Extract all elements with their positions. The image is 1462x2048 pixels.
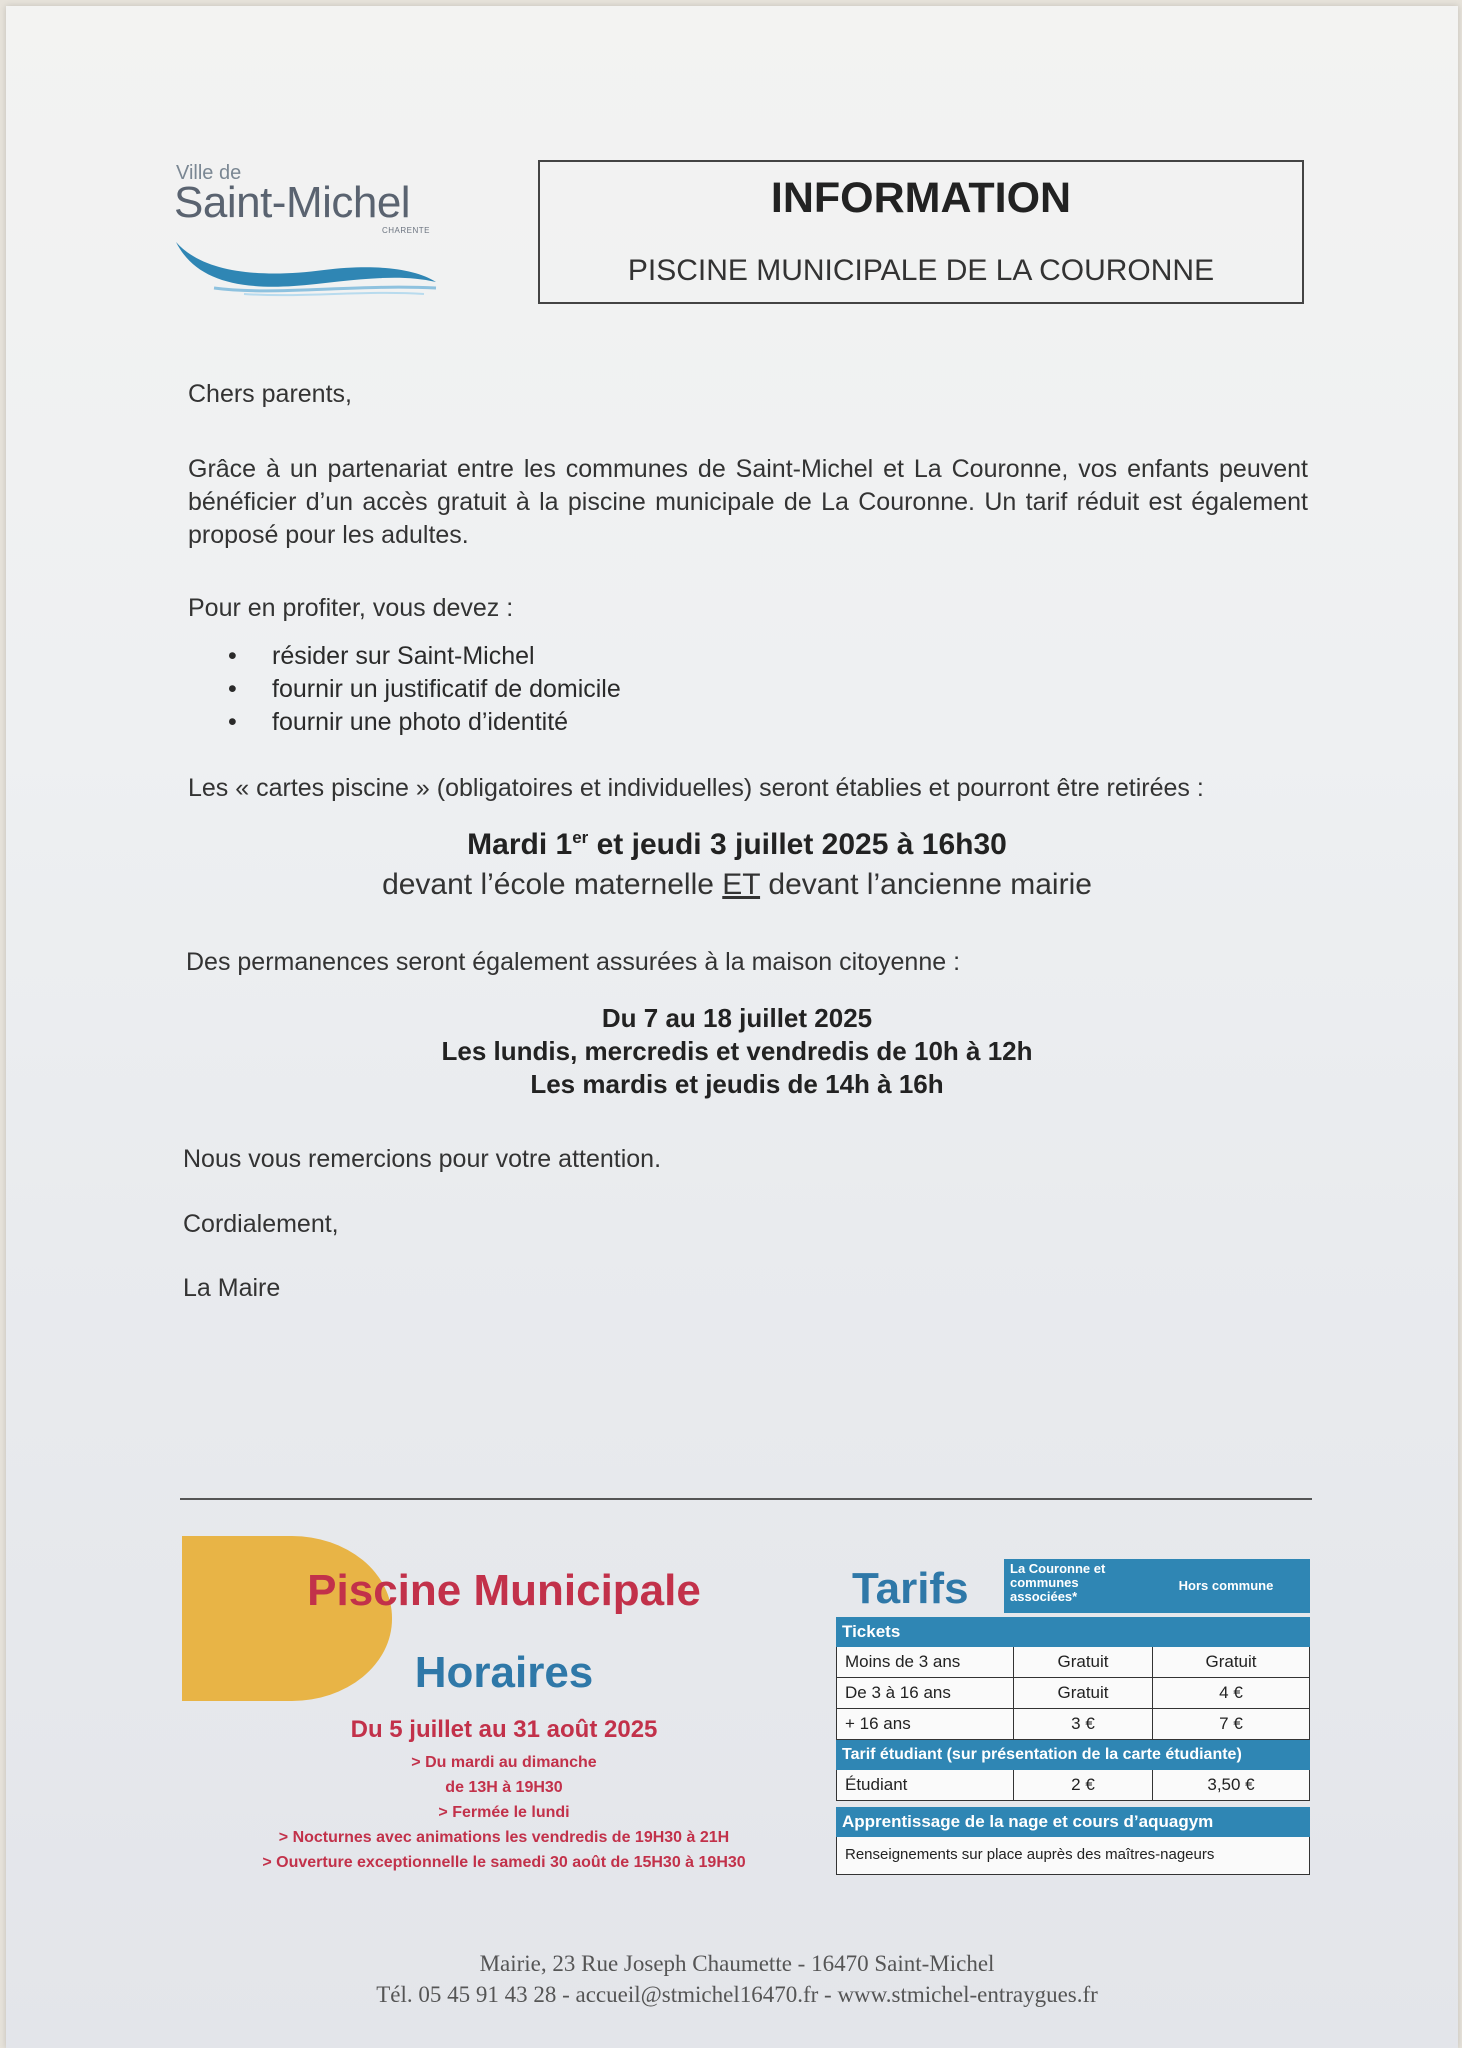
table-cell: 7 €	[1219, 1714, 1243, 1733]
table-cell: 4 €	[1219, 1683, 1243, 1702]
table-cell: Étudiant	[837, 1770, 1014, 1800]
table-cell: Gratuit	[1205, 1652, 1257, 1671]
closing: Cordialement,	[183, 1210, 339, 1238]
tarifs-title: Tarifs	[852, 1564, 969, 1613]
list-item: • fournir une photo d’identité	[228, 706, 621, 739]
column-header: La Couronne et communes associées*	[1004, 1559, 1142, 1613]
requirements-list	[228, 640, 621, 739]
logo-region: CHARENTE	[382, 226, 431, 235]
hours-line: > Ouverture exceptionnelle le samedi 30 août de 15H30 à 19H30	[262, 1854, 746, 1871]
pickup-place-part: devant l’ancienne mairie	[760, 868, 1092, 901]
pickup-dates	[6, 828, 1462, 862]
divider	[180, 1498, 1312, 1500]
pickup-place-part: devant l’école maternelle	[382, 868, 723, 901]
table-cell: Gratuit	[1014, 1678, 1153, 1708]
pool-title: Piscine Municipale	[307, 1566, 701, 1615]
signature: La Maire	[183, 1274, 281, 1302]
table-row	[836, 1770, 1310, 1801]
permanence-dates: Du 7 au 18 juillet 2025	[601, 1003, 873, 1033]
tickets-band: Tickets	[836, 1617, 1310, 1647]
pickup-place	[6, 868, 1462, 902]
table-cell: 3 €	[1014, 1709, 1153, 1739]
column-header: Hors commune	[1142, 1559, 1310, 1613]
hours-line: > Nocturnes avec animations les vendredis de 19H30 à 21H	[278, 1829, 730, 1846]
table-cell: Gratuit	[1014, 1647, 1153, 1677]
logo-name: Saint-Michel	[174, 178, 411, 227]
lessons-band: Apprentissage de la nage et cours d’aquagym	[836, 1807, 1310, 1837]
cards-paragraph: Les « cartes piscine » (obligatoires et individuelles) seront établies et pourront être retirées :	[188, 774, 1204, 802]
pickup-date-part: et jeudi 3 juillet 2025 à 16h30	[588, 828, 1007, 861]
document-page	[6, 6, 1458, 2048]
season-dates: Du 5 juillet au 31 août 2025	[350, 1716, 658, 1743]
logo-wave-icon	[174, 238, 444, 298]
pickup-date-part: Mardi 1	[467, 828, 573, 861]
greeting: Chers parents,	[188, 380, 352, 408]
intro-paragraph: Grâce à un partenariat entre les communes de Saint-Michel et La Couronne, vos enfants peuvent bénéficier d’un accès gratuit à la piscine municipale de La Couronne. Un tarif réduit est également proposé pour les adultes.	[188, 455, 1308, 549]
hours-line: de 13H à 19H30	[445, 1779, 563, 1796]
requirements-intro: Pour en profiter, vous devez :	[188, 594, 514, 622]
student-band: Tarif étudiant (sur présentation de la carte étudiante)	[836, 1740, 1310, 1770]
tarifs-table	[836, 1617, 1310, 1875]
pickup-place-et: ET	[722, 868, 761, 901]
pickup-date-sup: er	[572, 828, 589, 847]
hours-line: > Du mardi au dimanche	[411, 1754, 597, 1771]
thanks: Nous vous remercions pour votre attention.	[183, 1145, 662, 1173]
table-cell: 3,50 €	[1207, 1775, 1255, 1794]
page-subtitle: PISCINE MUNICIPALE DE LA COURONNE	[627, 254, 1215, 287]
table-cell: Moins de 3 ans	[837, 1647, 1014, 1677]
table-row	[836, 1678, 1310, 1709]
permanences-intro: Des permanences seront également assurées à la maison citoyenne :	[186, 948, 961, 976]
footer-address: Mairie, 23 Rue Joseph Chaumette - 16470 Saint-Michel	[479, 1951, 995, 1976]
page-title: INFORMATION	[770, 174, 1072, 222]
table-cell: 2 €	[1014, 1770, 1153, 1800]
permanence-hours-1: Les lundis, mercredis et vendredis de 10h à 12h	[441, 1036, 1033, 1066]
list-item: • fournir un justificatif de domicile	[228, 673, 621, 706]
table-row	[836, 1709, 1310, 1740]
lessons-info: Renseignements sur place auprès des maîtres-nageurs	[836, 1837, 1310, 1875]
logo-prefix: Ville de	[176, 162, 242, 184]
hours-line: > Fermée le lundi	[438, 1804, 570, 1821]
table-cell: + 16 ans	[837, 1709, 1014, 1739]
list-item: • résider sur Saint-Michel	[228, 640, 621, 673]
table-row	[836, 1647, 1310, 1678]
table-cell: De 3 à 16 ans	[837, 1678, 1014, 1708]
hours-title: Horaires	[414, 1648, 594, 1697]
footer-contact: Tél. 05 45 91 43 28 - accueil@stmichel16470.fr - www.stmichel-entraygues.fr	[376, 1982, 1098, 2007]
permanence-hours-2: Les mardis et jeudis de 14h à 16h	[530, 1069, 944, 1099]
